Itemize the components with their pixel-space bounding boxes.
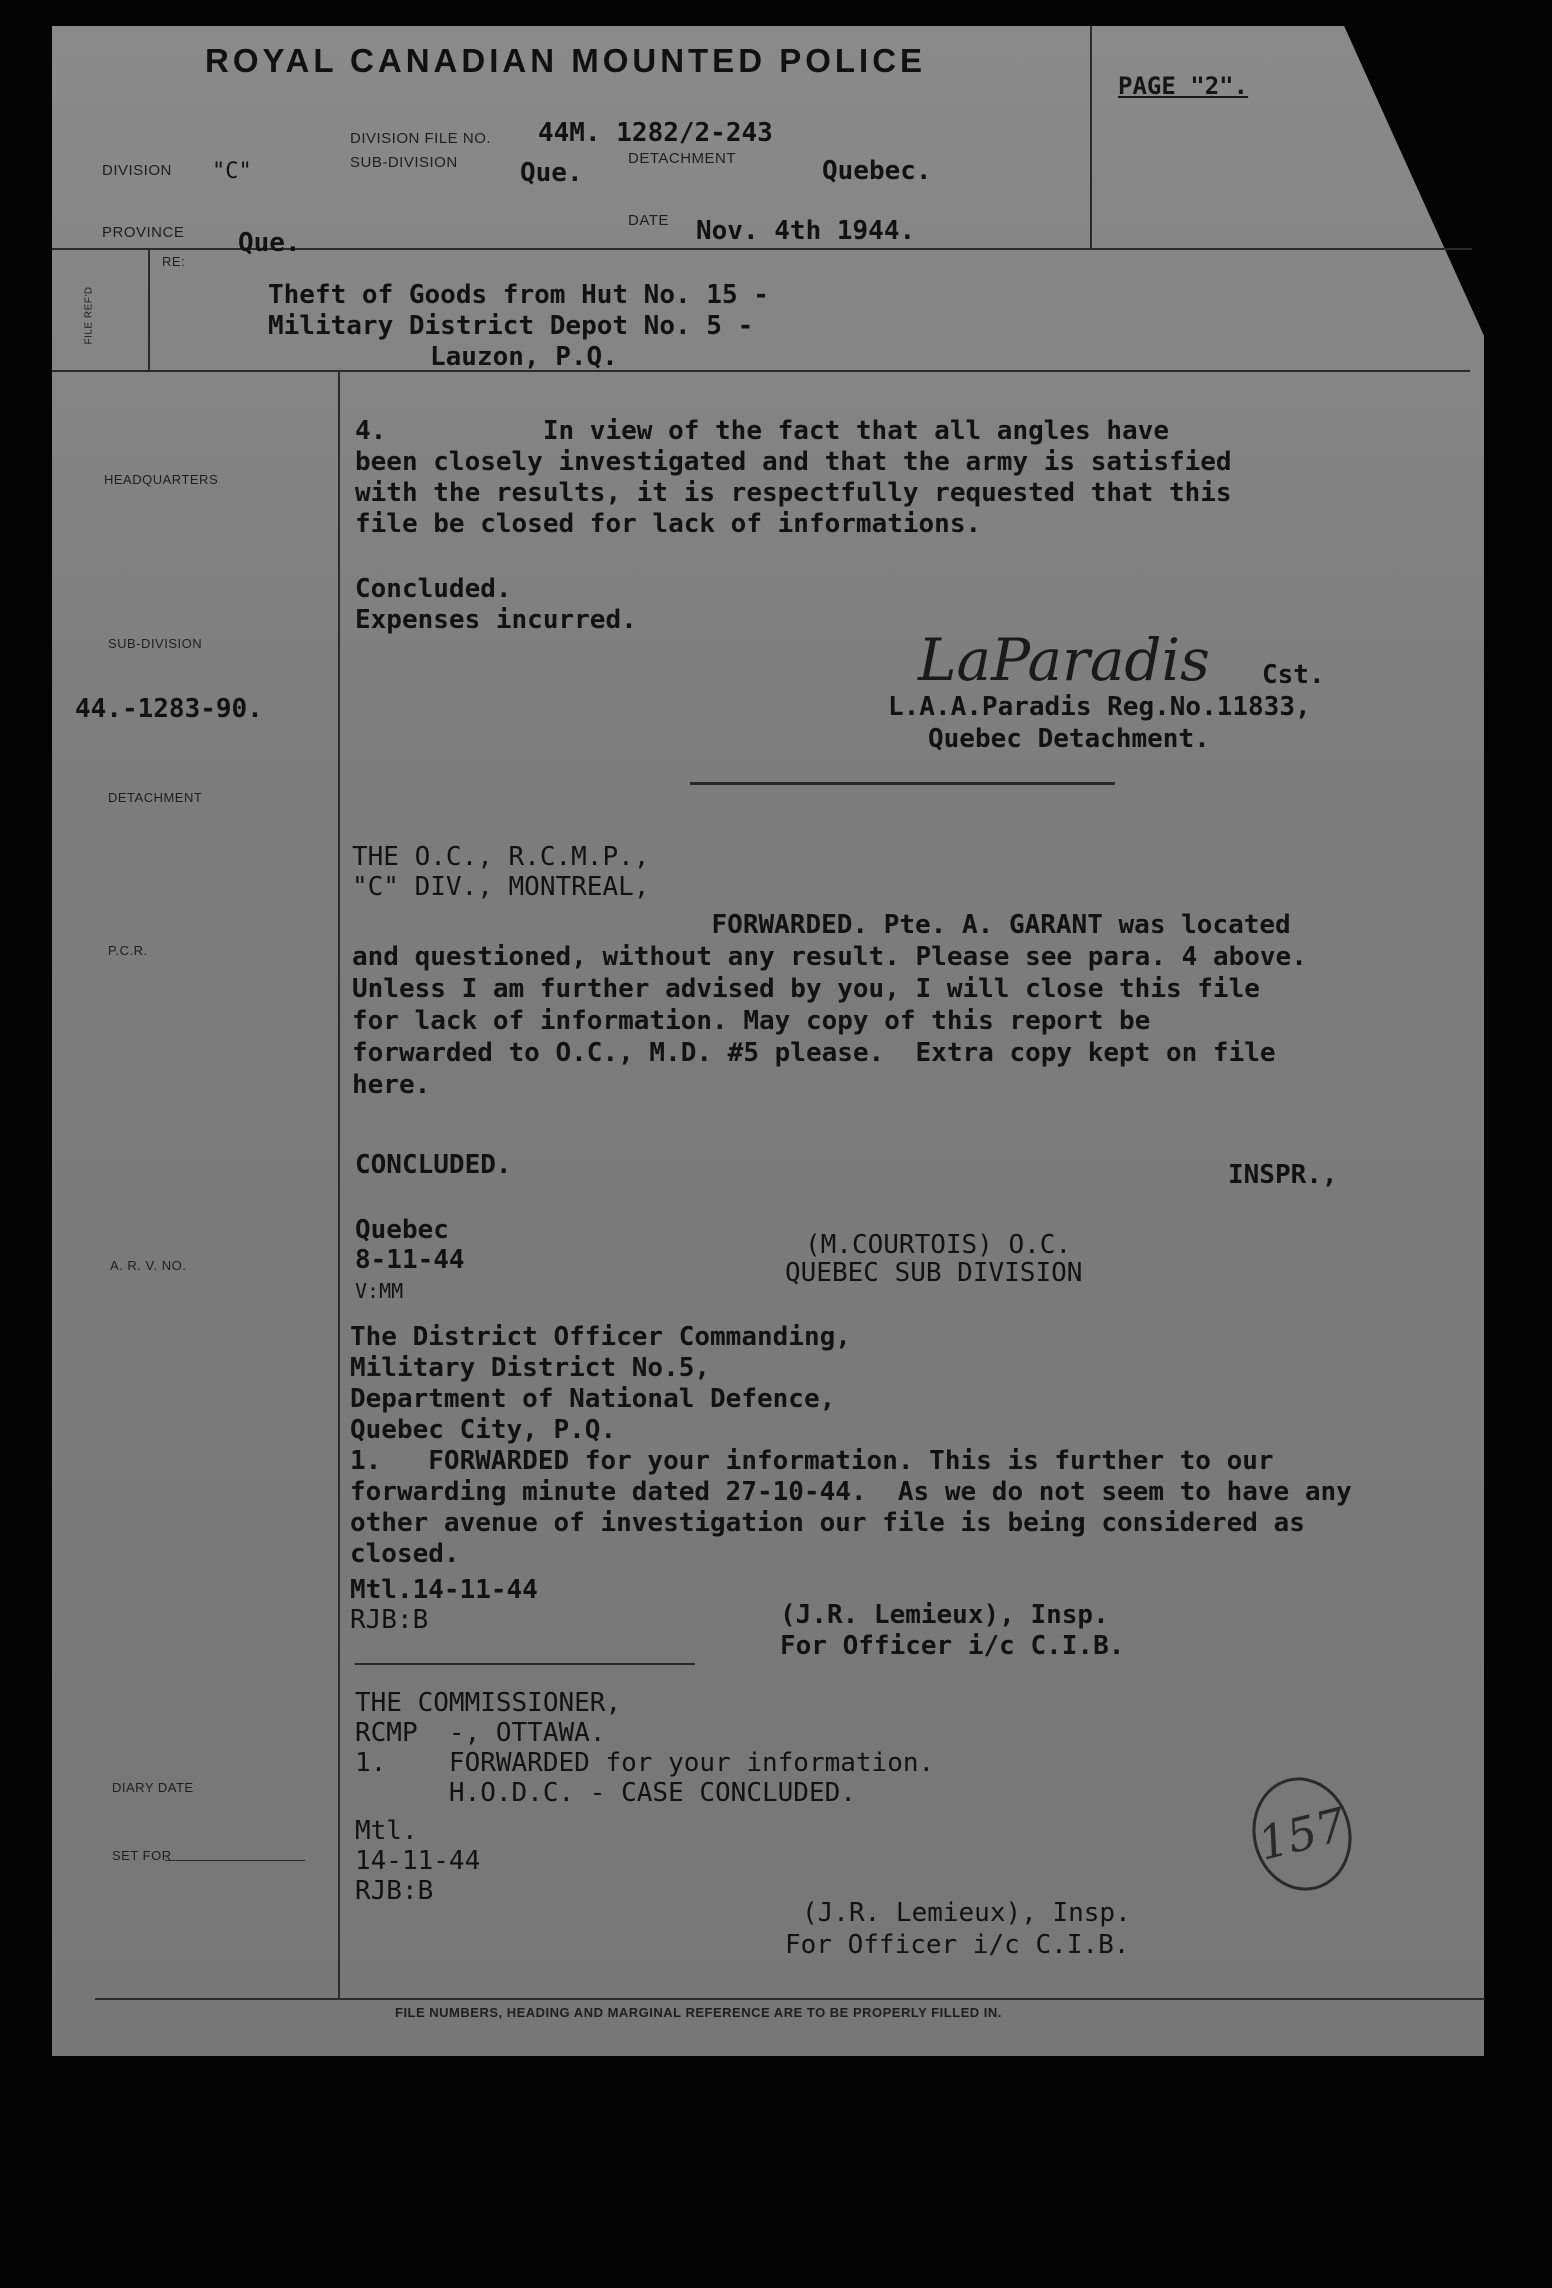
page-number: PAGE "2".: [1118, 72, 1249, 100]
minute1-line-3: Unless I am further advised by you, I will close this file: [352, 974, 1260, 1004]
minute1-sig-unit: QUEBEC SUB DIVISION: [785, 1258, 1083, 1288]
margin-sub-division-file: 44.-1283-90.: [75, 694, 263, 724]
para4-line-4: file be closed for lack of informations.: [355, 509, 982, 539]
para4-line-1: 4. In view of the fact that all angles have: [355, 416, 1169, 446]
province-value: Que.: [238, 228, 301, 258]
margin-sub-division: SUB-DIVISION: [108, 636, 203, 651]
agency-title: ROYAL CANADIAN MOUNTED POLICE: [205, 42, 927, 79]
minute1-address-1: THE O.C., R.C.M.P.,: [352, 842, 650, 872]
date-label: DATE: [628, 212, 669, 229]
separator-rule-2: [355, 1663, 695, 1665]
minute3-initials: RJB:B: [355, 1876, 434, 1906]
re-label: RE:: [162, 254, 186, 269]
detachment-value: Quebec.: [822, 156, 932, 186]
body-expenses: Expenses incurred.: [355, 605, 637, 635]
subject-line-1: Theft of Goods from Hut No. 15 -: [268, 280, 769, 310]
minute1-inspr: INSPR.,: [1228, 1160, 1338, 1190]
form-footer: FILE NUMBERS, HEADING AND MARGINAL REFERENCE ARE TO BE PROPERLY FILLED IN.: [395, 2005, 1002, 2020]
file-ref-label: FILE REF'D: [83, 286, 95, 345]
margin-pcr: P.C.R.: [108, 943, 148, 958]
para4-line-2: been closely investigated and that the army is satisfied: [355, 447, 1232, 477]
subject-bottom-rule: [52, 370, 1470, 372]
minute2-line-1: 1. FORWARDED for your information. This is further to our: [350, 1446, 1274, 1476]
minute2-address-1: The District Officer Commanding,: [350, 1322, 851, 1352]
handwritten-signature: LaParadis: [918, 626, 1210, 694]
division-value: "C": [212, 159, 252, 184]
minute2-sig-name: (J.R. Lemieux), Insp.: [780, 1600, 1109, 1630]
minute3-line-2: H.O.D.C. - CASE CONCLUDED.: [355, 1778, 856, 1808]
minute1-concluded: CONCLUDED.: [355, 1150, 512, 1180]
margin-divider-rule: [338, 370, 340, 2000]
minute3-date: 14-11-44: [355, 1846, 481, 1876]
detachment-label: DETACHMENT: [628, 150, 737, 167]
minute2-place-date: Mtl.14-11-44: [350, 1575, 538, 1605]
separator-rule-1: [690, 782, 1115, 785]
body-sig-unit: Quebec Detachment.: [928, 724, 1210, 754]
minute1-line-5: forwarded to O.C., M.D. #5 please. Extra copy kept on file: [352, 1038, 1276, 1068]
margin-headquarters: HEADQUARTERS: [104, 472, 219, 487]
minute2-line-4: closed.: [350, 1539, 460, 1569]
minute1-initials: V:MM: [355, 1279, 404, 1303]
margin-arv: A. R. V. NO.: [110, 1258, 187, 1273]
file-ref-divider-rule: [148, 250, 150, 370]
subject-line-2: Military District Depot No. 5 -: [268, 311, 754, 341]
minute1-place: Quebec: [355, 1215, 449, 1245]
sub-division-label: SUB-DIVISION: [350, 154, 458, 171]
minute3-sig-name: (J.R. Lemieux), Insp.: [802, 1898, 1131, 1928]
minute2-address-3: Department of National Defence,: [350, 1384, 836, 1414]
minute3-place: Mtl.: [355, 1816, 418, 1846]
minute3-line-1: 1. FORWARDED for your information.: [355, 1748, 935, 1778]
minute1-line-2: and questioned, without any result. Please see para. 4 above.: [352, 942, 1307, 972]
sub-division-value: Que.: [520, 158, 583, 188]
division-label: DIVISION: [102, 162, 172, 179]
para4-line-3: with the results, it is respectfully requested that this: [355, 478, 1232, 508]
body-concluded: Concluded.: [355, 574, 512, 604]
margin-diary-date: DIARY DATE: [112, 1780, 194, 1795]
minute3-sig-title: For Officer i/c C.I.B.: [785, 1930, 1130, 1960]
margin-set-for: SET FOR: [112, 1848, 172, 1863]
division-file-value: 44M. 1282/2-243: [538, 118, 773, 148]
minute1-line-6: here.: [352, 1070, 431, 1100]
date-value: Nov. 4th 1944.: [696, 216, 916, 246]
minute1-date: 8-11-44: [355, 1245, 465, 1275]
division-file-label: DIVISION FILE NO.: [350, 130, 492, 147]
province-label: PROVINCE: [102, 224, 185, 241]
minute3-address-1: THE COMMISSIONER,: [355, 1688, 622, 1718]
body-sig-name: L.A.A.Paradis Reg.No.11833,: [888, 692, 1311, 722]
header-divider-rule: [1090, 26, 1092, 248]
minute2-address-2: Military District No.5,: [350, 1353, 711, 1383]
folio-stamp: 157: [1241, 1767, 1364, 1901]
minute2-initials: RJB:B: [350, 1605, 429, 1635]
minute2-line-2: forwarding minute dated 27-10-44. As we do not seem to have any: [350, 1477, 1352, 1507]
minute2-address-4: Quebec City, P.Q.: [350, 1415, 617, 1445]
minute2-line-3: other avenue of investigation our file is being considered as: [350, 1508, 1305, 1538]
footer-rule: [95, 1998, 1485, 2000]
minute3-address-2: RCMP -, OTTAWA.: [355, 1718, 606, 1748]
minute1-line-1: FORWARDED. Pte. A. GARANT was located: [555, 910, 1291, 940]
minute1-line-4: for lack of information. May copy of this report be: [352, 1006, 1151, 1036]
subject-line-3: Lauzon, P.Q.: [430, 342, 618, 372]
margin-detachment: DETACHMENT: [108, 790, 203, 805]
minute1-address-2: "C" DIV., MONTREAL,: [352, 872, 650, 902]
minute2-sig-title: For Officer i/c C.I.B.: [780, 1631, 1125, 1661]
minute1-sig-name: (M.COURTOIS) O.C.: [805, 1230, 1072, 1260]
set-for-line: [165, 1860, 305, 1861]
body-sig-rank: Cst.: [1262, 660, 1325, 690]
